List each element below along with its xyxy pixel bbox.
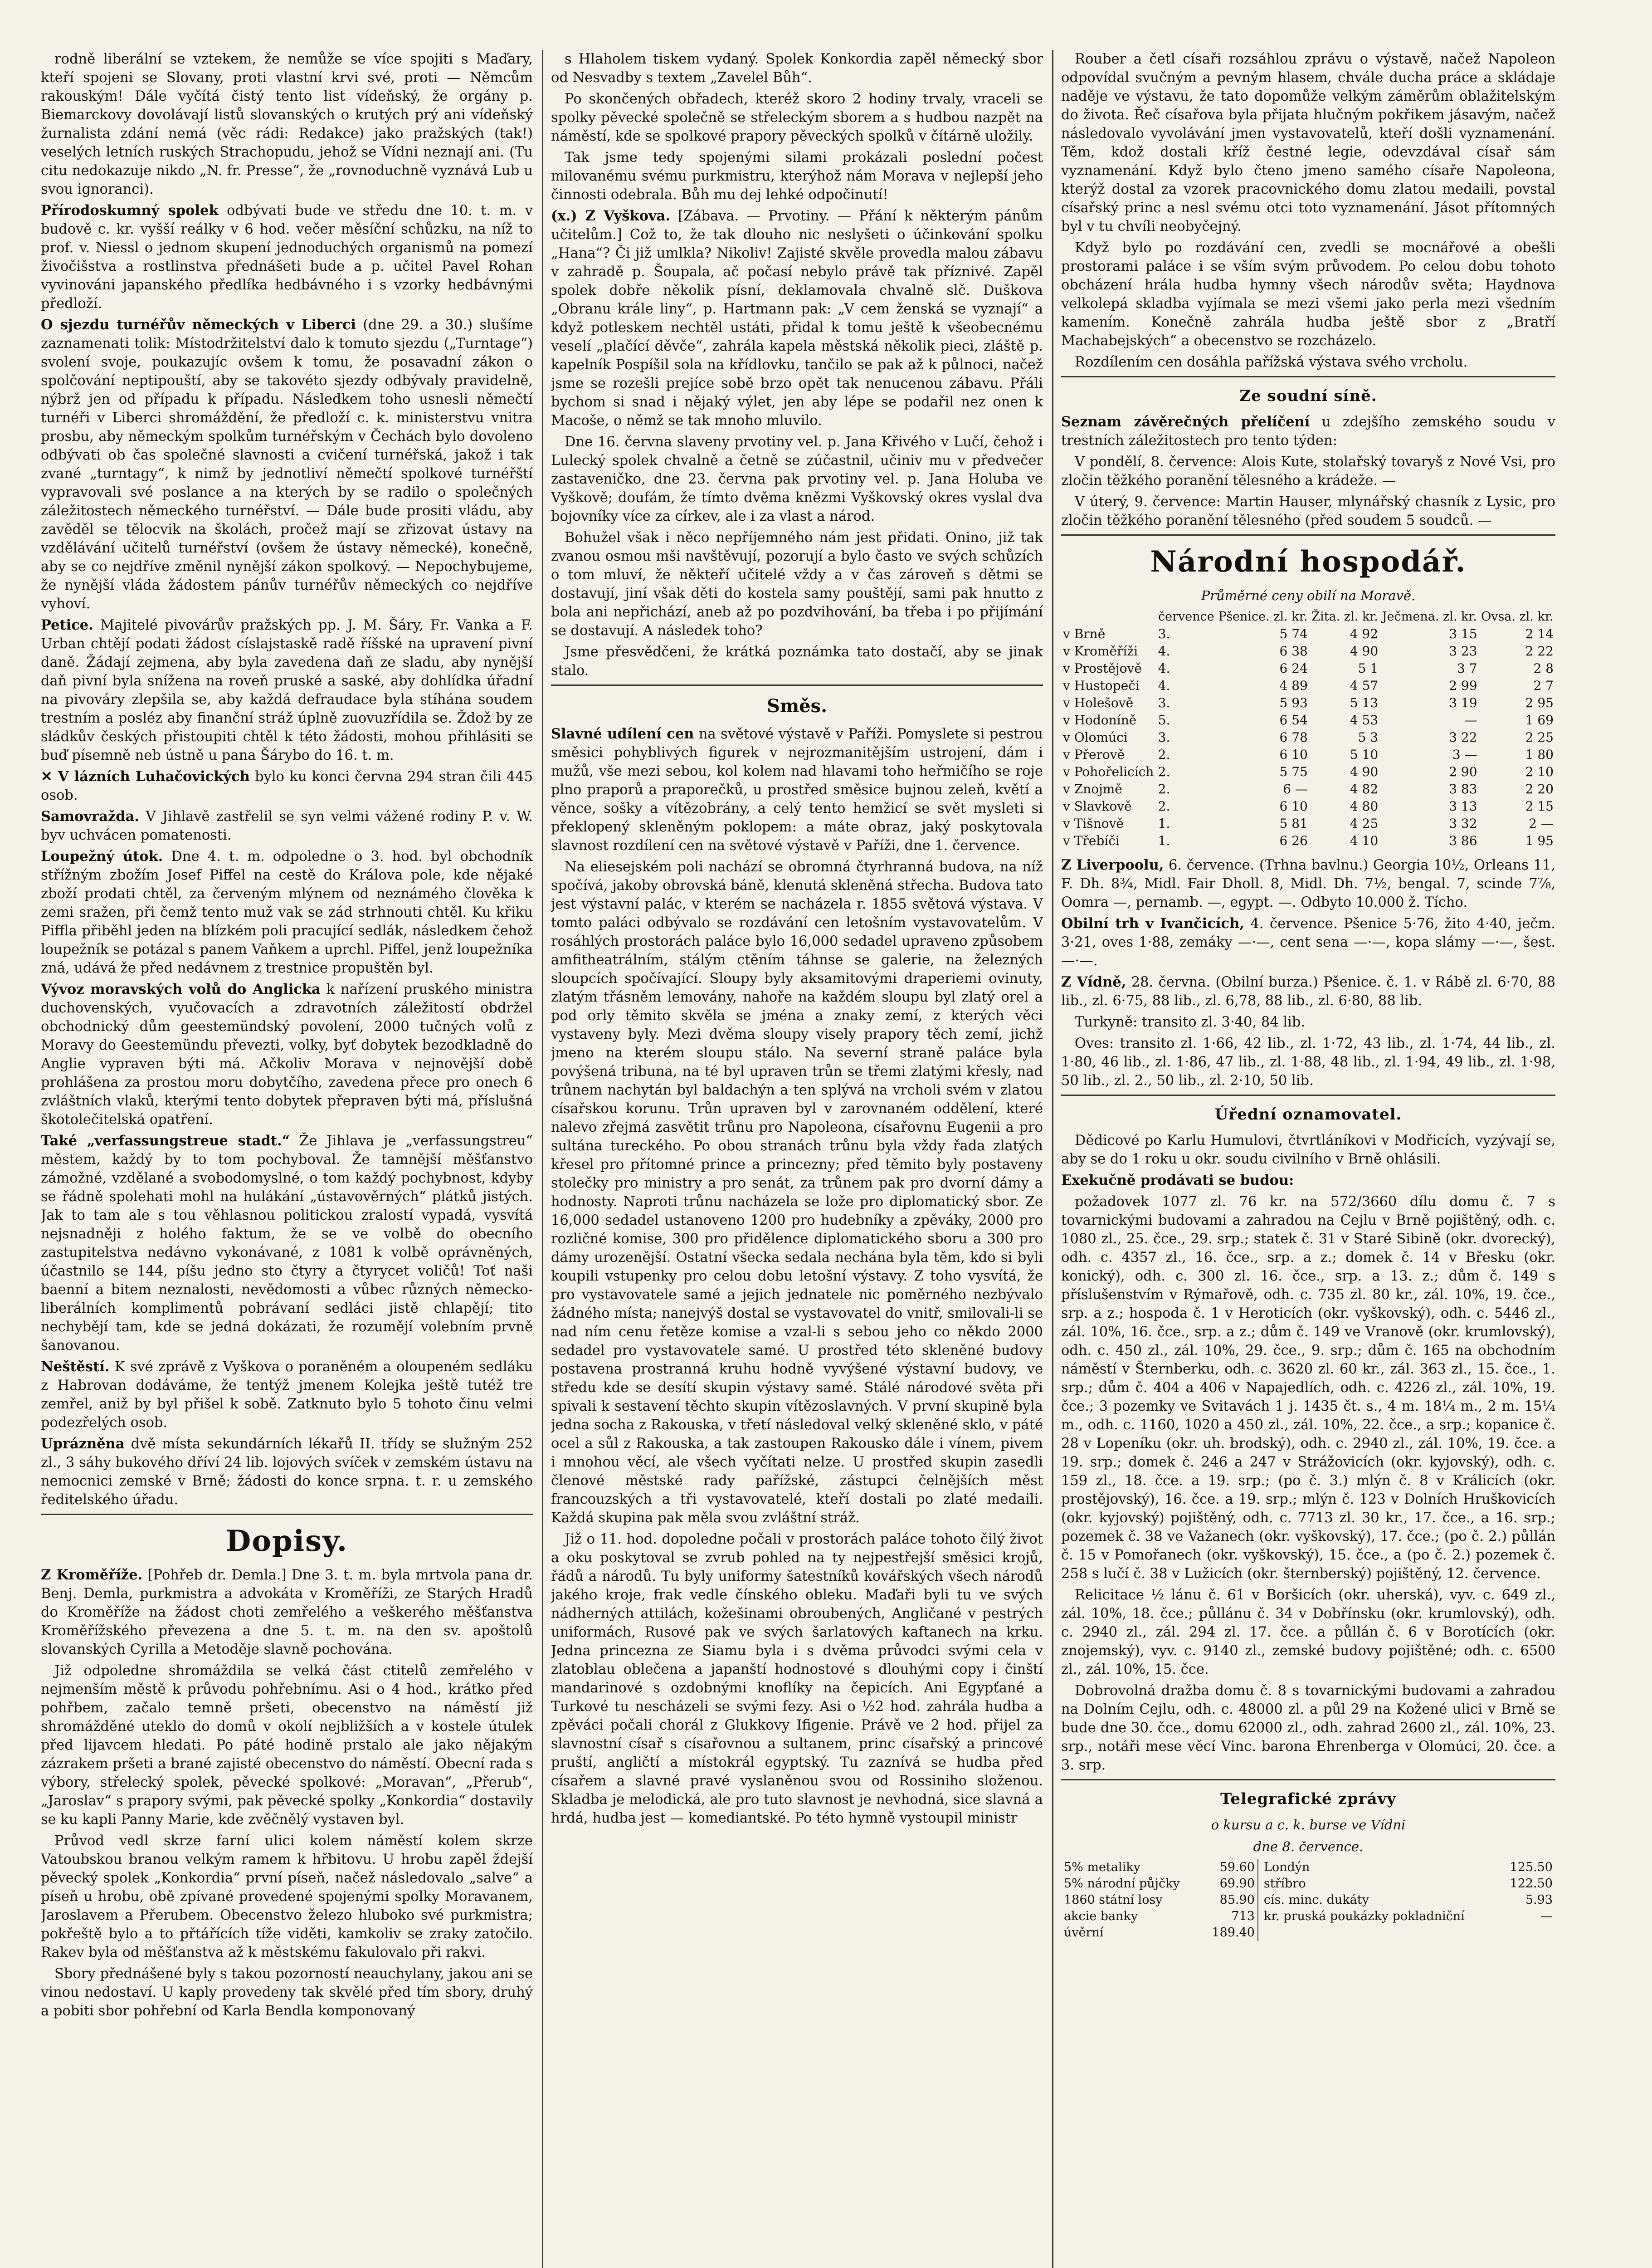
article-paragraph xyxy=(41,201,533,313)
section-divider xyxy=(41,1514,533,1515)
price-cell: 4. xyxy=(1158,644,1170,659)
article-paragraph xyxy=(551,90,1043,146)
price-cell: 3 15 xyxy=(1449,626,1477,641)
telegraph-cell: 5.93 xyxy=(1525,1893,1553,1907)
article-paragraph xyxy=(551,50,1043,87)
article-text: (dne 29. a 30.) slušíme zaznamenati tolik: Místodržitelství dalo k tomuto sjezdu („Turntage“) svolení svoje, poukazujíc ovšem k tomu, že posavadní zákon o spolčování neptipouští, aby se takovéto sjezdy odbývaly pravidelně, nýbrž jen od případu k případu. Následkem toho usnesli němečtí turnéři v Liberci shromáždění, že předloží c. k. ministerstvu vnitra prosbu, aby německým spolkům turnéřským v Čechách bylo dovoleno odbývati ob čas společné slavnosti a cvičení turnéřská, jakož i tak zvané „turntagy“, k nimž by jednotliví němečtí spolkové turnéřští vypravovali své poslance a na kterých by se radilo o společných záležitostech německého turnéřství. — Dále bude prositi vládu, aby zavěděl se tělocvik na školách, pročež mají se zřizovat ústavy na vzdělávání učitelů turnéřství (ovšem že ústavy německé), konečně, aby se co nejdříve změnil nynější zákon spolkový. — Nepochybujeme, že nynější vláda žádostem pánův turnéřův německých co nejdříve vyhoví. xyxy=(41,317,533,612)
article-text: Jsme přesvědčeni, že krátká poznámka tato dostačí, aby se jinak stalo. xyxy=(551,644,1043,679)
price-cell: 2 22 xyxy=(1525,644,1554,659)
telegraph-row xyxy=(1061,1908,1555,1925)
telegraph-body xyxy=(1061,1859,1555,1941)
article-text: Majitelé pivovárův pražských pp. J. M. Šáry, Fr. Vanka a F. Urban chtějí podati žádost císlajstaskě radě říšské na upravení pivní daně. Žádají zejmena, aby byla zavedena daň ze sladu, aby nynější daň pivní byla snížena na roveň pruské a saské, aby dohlídka úřadní na pivováry zlepšila se, aby každá defraudace byla stíhána soudem trestním a posléz aby finanční stráž úplně zuovuzřídila se. Ždož by ze sládkův českých přistoupiti chtěl k této žádosti, mohou přihlásiti se buď písemně neb ústně u pana Šárybo do 16. t. m. xyxy=(41,617,533,763)
price-cell: 4 57 xyxy=(1350,678,1379,693)
price-cell: 5 13 xyxy=(1350,695,1379,710)
price-cell: 2 10 xyxy=(1525,764,1554,779)
price-cell: 3 83 xyxy=(1449,782,1477,797)
telegraph-cell: 1860 státní losy xyxy=(1064,1893,1163,1907)
column-3 xyxy=(1061,50,1555,2268)
telegraph-title: Telegrafické zprávy xyxy=(1220,1790,1397,1808)
article-text: Rouber a četl císaři rozsáhlou zprávu o výstavě, načež Napoleon odpovídal svučným a pevným hlasem, chvále ducha práce a skládaje naděje ve výstavu, že tato dopomůže velkým záměrům oblažitelským do života. Řeč císařova byla přijata hlučným pokřikem jásavým, načež následovalo vyvolávání jmen vystavovatelů, kteří došli vyznamenání. Těm, kdož dostali kříž čestné legie, odevzdával císař sám vyznamenání. Když bylo čteno jmeno samého císaře Napoleona, kterýž dostal za vzorek pracovnického domu zlatou medaili, povstal císařský princ a nesl svému otci toto vyznamenání. Jásot přítomných byl v tu chvíli neobyčejný. xyxy=(1061,51,1555,235)
court-intro xyxy=(1061,413,1555,450)
price-cell: v Pohořelicích xyxy=(1063,764,1154,779)
article-text: Relicitace ½ lánu č. 61 v Boršicích (okr. uherská), vyv. c. 649 zl., zál. 10%, 18. čce.; půllánu č. 34 v Dobřínsku (okr. krumlovský), odh. c. 2940 zl., zál. 294 zl. 17. čce. a půllán č. 6 v Borotících (okr. znojemský), vyv. c. 9140 zl., zemské budovy pojištěné; odh. c. 6500 zl., zál. 10%, 15. čce. xyxy=(1061,1587,1555,1677)
column-1 xyxy=(41,50,533,2268)
price-cell: 4 10 xyxy=(1350,833,1379,848)
article-text: Na eliesejském poli nachází se obromná čtyrhranná budova, na níž spočívá, jakoby obrovská báně, klenutá skleněná střecha. Budova tato jest výstavní palác, v kterém se nacházela r. 1855 světová výstava. V tomto paláci odbývalo se rozdávání cen letošním vystavovatelům. V rosáhlých prostorách paláce bylo 16,000 sedadel upraveno způsobem amfitheatrálním, stálým ctěním táhnse se galerie, na železných sloupcích spočívající. Sloupy byly aksamitovými draperiemi ovinuty, zlatým třásněm lemovány, nahoře na každém sloupu byl zlatý orel a pod orly těmito skvěla se jména a znaky zemí, z kterých věci vystaveny byly. Mezi dvěma sloupy visely prapory těch zemí, jichž jmeno na kterém sloupu stálo. Na severní straně paláce byla povýšená tribuna, na té byl upraven trůn se třemi zlatými křesly, nad trůnem nachytán byl baldachýn a ten splývá na vrcholi svém v zlatou císařskou korunu. Trůn upraven byl v zarovnaném oddělení, které nalevo zřejmá zasvětit trůnu pro Napoleona, císařovnu Eugenii a pro sultána tureckého. Po obou stranách trůnu byla vždy řada zlatých křesel pro přítomné prince a princezny; před těmito byly postaveny stolečky pro ministry a pro senát, za trůnem pak pro dvorní dámy a hodnosty. Naproti trůnu nacházela se lože pro diplomatický sbor. Ze 16,000 sedadel ustanoveno 1200 pro hudebníky a zpěváky, 2000 pro rozličné komise, 300 pro přidělence diplomatického sboru a 300 pro dámy urozenější. Ostatní všecka sedala nechána byla těm, kdo si byli koupili vstupenky pro celou dobu letošní výstavy. Z toho vysvítá, že pro vystavovatele samé a jejich jednatele nic poměrného nezbývalo žádného místa; nanejvýš dostal se vystavovatel do vnitř, smilovali-li se nad ním cenu řetěze komise a vzal-li s sebou jeho co někdo 2000 sedadel pro vystavovatele samé. U prostřed této skleněné budovy postavena prostranná kruhu hodně vyvýšené výstavní budovy, ve středu kde se desítí skupin výstavy samé. Stálé národové světa při spivali k sestavení těchto skupin vítězoslavných. V první skupině byla jedna socha z Rakouska, v třetí následoval velký skleněné sklo, v páté ocel a sůl z Rakouska, a tak zastoupen Rakousko dále i vínem, pivem i mnohou věcí, ale všech vyčítati nelze. U prostřed skupin zasedli členové městské rady pařížské, zástupci čelnějších měst francouzských a tři vystavovatelé, kteří dostali po zlaté medaili. Každá skupina pak měla svou zvláštní stráž. xyxy=(551,859,1043,1526)
article-paragraph xyxy=(41,1662,533,1829)
article-paragraph xyxy=(41,807,533,845)
article-paragraph xyxy=(1061,973,1555,1010)
price-header-cell: Pšenice. zl. kr. xyxy=(1218,610,1308,624)
article-text: s Hlaholem tiskem vydaný. Spolek Konkordia zapěl německý sbor od Nesvadby s textem „Zavelel Bůh“. xyxy=(551,51,1043,86)
telegraph-cell: stříbro xyxy=(1263,1877,1306,1891)
price-cell: v Znojmě xyxy=(1063,782,1122,797)
price-row xyxy=(1061,763,1555,781)
price-row xyxy=(1061,694,1555,712)
price-cell: 6 10 xyxy=(1279,799,1308,814)
telegraph-cell: cís. minc. dukáty xyxy=(1263,1893,1369,1907)
article-paragraph xyxy=(551,148,1043,204)
price-header-cell: Žita. zl. kr. xyxy=(1311,610,1378,624)
telegraph-cell: 122.50 xyxy=(1510,1877,1553,1891)
court-title: Ze soudní síně. xyxy=(1239,387,1377,405)
telegraph-cell: akcie banky xyxy=(1064,1909,1138,1923)
price-cell: 4 25 xyxy=(1350,816,1379,831)
article-text: na světové výstavě v Paříži. Pomyslete si pestrou směsici pohyblivých figurek v nejrozmanitějším ustrojení, dám i mužů, vše mezi sebou, kol kolem nad hlavami toho heřmičího se roje plno praporů a praporečků, u prostřed směsice bujnou zeleň, květí a věnce, sošky a vítězobrány, a celý tento hemžicí se svět mysleti si překlopený skleněným poklopem: a máte obraz, jaký poskytovala slavnost rozdílení cen na světové výstavě v Paříži, dne 1. července. xyxy=(551,726,1043,854)
telegraph-date: dne 8. července. xyxy=(1253,1839,1364,1854)
price-row xyxy=(1061,729,1555,746)
section-divider xyxy=(1061,376,1555,377)
price-cell: 1 80 xyxy=(1525,747,1554,762)
price-cell: 2 90 xyxy=(1449,764,1477,779)
letters-continued xyxy=(551,50,1043,680)
price-cell: 2. xyxy=(1158,764,1170,779)
article-lead: Petice. xyxy=(41,617,93,633)
court-item: V úterý, 9. července: Martin Hauser, mlynářský chasník z Lysic, pro zločin těžkého poranění tělesného (před soudem 5 soudců. — xyxy=(1061,494,1555,528)
article-text: Již o 11. hod. dopoledne počali v prostorách paláce tohoto čilý život a oku poskytoval se zvrub pohled na ty nejpestřejší směsici krojů, řádů a národů. Tu byly uniformy šatestníků kovářských všech národů jakého kroje, frak vedle čínského obleku. Maďaři byli tu ve svých nádherných attilách, kožešinami obroubených, Angličané v pestrých uniformách, Rusové pak ve svých šarlatových kaftanech na krku. Jedna princezna ze Siamu byla i s dvěma průvodci svými cela v zlatoblau oblečena a japanští hodnostové s dlouhými copy i činští mandarinové s ozdobnými knoflíky na čepicích. Ani Egypťané a Turkové tu nescházeli se svými fezy. Asi o ½2 hod. zahrála hudba a zpěváci počali chorál z Glukkovy Ifigenie. Právě ve 2 hod. přijel za slavnostní císař s císařovnou a sultanem, princ císařský a princové pruští, angličtí a místokrál egyptský. Tu zaznívá se hudba před císařem a slavné pravé vyslaněnou svou od Rossiniho složenou. Skladba je melodická, ale pro tuto slavnost je nevhodná, sice slavná a hrdá, hudba jest — komediantské. Po této hymně vystoupil ministr xyxy=(551,1531,1043,1826)
price-header-row xyxy=(1061,608,1555,626)
price-cell: 1 69 xyxy=(1525,713,1554,728)
article-text: bylo ku konci června 294 stran čili 445 osob. xyxy=(41,769,533,803)
article-text: Rozdílením cen dosáhla pařížská výstava svého vrcholu. xyxy=(1075,354,1468,370)
article-text: K své zprávě z Vyškova o poraněném a oloupeném sedláku z Habrovan dodáváme, že tentýž jmenem Kolejka ještě tutéž tre zemřel, aniž by byl přišel k sobě. Zatknuto bylo 5 tohoto činu velmi podezřelých osob. xyxy=(41,1359,533,1431)
letters-title: Dopisy. xyxy=(225,1524,348,1558)
price-cell: 2 7 xyxy=(1533,678,1554,693)
price-cell: 3 13 xyxy=(1449,799,1477,814)
price-cell: v Kroměříži xyxy=(1063,644,1138,659)
article-text: Po skončených obřadech, kteréž skoro 2 hodiny trvaly, vraceli se spolky pěvecké společně se střeleckým sborem a s hudbou nazpět na náměstí, kde se spolkové prapory pěveckých spolků v čítárně uložily. xyxy=(551,91,1043,144)
price-row xyxy=(1061,798,1555,815)
price-row xyxy=(1061,815,1555,832)
market-section xyxy=(1061,856,1555,1090)
article-lead: Samovražda. xyxy=(41,808,139,825)
price-cell: 5 1 xyxy=(1358,661,1379,676)
article-paragraph xyxy=(41,1132,533,1355)
price-cell: 4 90 xyxy=(1350,644,1379,659)
article-text: Že Jihlava je „verfassungstreu“ městem, každý by to tom pochyboval. Že tamnější měšťanstvo zámožné, vzdělané a svobodomyslné, o tom každý pochybnost, kdyby se řádně spolehati mohl na hulákání „ústavověrných“ plátků jistých. Jak to tam ale s tou věhlasnou politickou zralostí vypadá, vysvítá nejsnadněji z holého faktum, že se ve volbě do obecního zastupitelstva nedávno vykonávané, z 1081 k volbě oprávněných, účastnilo se 144, píšu jedno sto čtyry a čtyrycet voličů! Toť naši baenní a bitem neznalosti, nevědomosti a vůbec různých německo-liberálních komplimentů pobrávaní sedláci jistě chlapějí; tito nechybějí tam, kde se jedná dokázati, že rozumějí volebním prvně šanovanou. xyxy=(41,1133,533,1354)
telegraph-row xyxy=(1061,1925,1555,1941)
article-lead: Z Kroměříže. xyxy=(41,1567,143,1583)
telegraph-cell: 69.90 xyxy=(1219,1877,1255,1891)
article-paragraph xyxy=(1061,239,1555,350)
price-cell: 3 19 xyxy=(1449,695,1477,710)
price-cell: 5 81 xyxy=(1279,816,1308,831)
article-text: odbývati bude ve středu dne 10. t. m. v budově c. kr. vyšší reálky v 6 hod. večer měsíční schůzku, na níž to prof. v. Niessl o jednom skupení jednoduchých organismů na pomezí živočišstva a rostlinstva přednášeti bude a p. učitel Pavel Rohan vyvinováni japanského předlíka hedbávného i s vzorky hedbávnými předloží. xyxy=(41,203,533,312)
article-lead: ✕ V lázních Luhačovických xyxy=(41,768,250,785)
article-text: k nařízení pruského ministra duchovenských, vyučovacích a zdravotních záležitostí obdržel obchodnický dům geestemündský povolení, 2000 tučných volů z Moravy do Geestemündu převezti, volky, byť dobytek bezodkladně do Anglie vypraven býti má. Ačkoliv Morava v nejnovější době prohlášena za prostou moru dobytčího, zavedena přece pro onech 6 zvláštních vlaků, kterými tento dobytek přepraven býti má, příslušná škotolečitelská opatření. xyxy=(41,982,533,1128)
price-cell: 4. xyxy=(1158,678,1170,693)
article-text: Tak jsme tedy spojenými silami prokázali poslední počest milovanému svému purkmistru, kterýhož nám Morava v nejlepší jeho činnosti odebrala. Bůh mu dej lehké odpočinutí! xyxy=(551,150,1043,203)
article-lead: (x.) Z Vyškova. xyxy=(551,208,671,224)
price-row xyxy=(1061,832,1555,850)
article-text: Dobrovolná dražba domu č. 8 s tovarnickými budovami a zahradou na Dolním Cejlu, odh. c. 48000 zl. a půl 29 na Kožené ulici v Brně se bude dne 30. čce., domu 62000 zl., odh. zahrad 2600 zl., zál. 10%, 23. srp., notáři mese věcí Vinc. barona Ehrenberga v Olomúci, 20. čce. a 3. srp. xyxy=(1061,1683,1555,1773)
telegraph-row xyxy=(1061,1859,1555,1876)
article-text: V Jihlavě zastřelil se syn velmi vážené rodiny P. v. W. byv uchvácen pomatenosti. xyxy=(41,809,533,843)
article-paragraph xyxy=(1061,1586,1555,1679)
article-lead: Obilní trh v Ivančicích, xyxy=(1061,915,1244,932)
mix-section xyxy=(551,725,1043,1828)
price-cell: 2 15 xyxy=(1525,799,1554,814)
telegraph-cell: Londýn xyxy=(1263,1860,1310,1874)
telegraph-cell: 85.90 xyxy=(1219,1893,1255,1907)
price-cell: 2 95 xyxy=(1525,695,1554,710)
article-paragraph xyxy=(551,528,1043,640)
price-cell: v Slavkově xyxy=(1063,799,1132,814)
telegraph-separator xyxy=(1258,1859,1261,1876)
price-cell: 3 32 xyxy=(1449,816,1477,831)
price-cell: 3. xyxy=(1158,626,1170,641)
price-cell: 5 93 xyxy=(1279,695,1308,710)
article-text: Bohužel však i něco nepříjemného nám jest přidati. Onino, již tak zvanou osmou mši navštěvují, pozorují a bylo často ve svých schůzích o tom mluví, že někteří učitelé vždy a v čas zároveň s dětmi se dostavují, jiní však děti do kostela samy pouštějí, sami pak hnutto z bola ani nepřichází, aneb až po pozdvihování, ba třeba i po přijímání se dostavují. A následek toho? xyxy=(551,530,1043,639)
article-text: Když bylo po rozdávání cen, zvedli se mocnářové a obešli prostorami paláce i se vším svým průvodem. Po celou dobu tohoto obcházení hrála hudba hymny všech národův světa; Haydnova velkolepá skladba vyjímala se mezi všemi jako perla mezi všedním kamením. Konečně zahrála hudba ještě sbor z „Bratří Machabejských“ a obecenstvo se rozcházelo. xyxy=(1061,240,1555,349)
price-header-cell xyxy=(1061,608,1156,626)
price-cell: v Tišnově xyxy=(1063,816,1124,831)
price-header-cell: Ovsa. zl. kr. xyxy=(1481,610,1554,624)
article-lead: Přírodoskumný spolek xyxy=(41,202,219,219)
article-paragraph xyxy=(1061,50,1555,236)
section-divider xyxy=(1061,1095,1555,1096)
price-cell: — xyxy=(1464,713,1477,728)
article-lead: Exekučně prodávati se budou: xyxy=(1061,1172,1294,1188)
price-row xyxy=(1061,660,1555,677)
price-cell: 4 53 xyxy=(1350,713,1379,728)
price-title: Průměrné ceny obilí na Moravě. xyxy=(1201,588,1416,603)
article-paragraph xyxy=(1061,1171,1555,1190)
article-paragraph xyxy=(1061,856,1555,912)
telegraph-cell: — xyxy=(1540,1909,1553,1923)
price-cell: v Přerově xyxy=(1063,747,1125,762)
article-lead: O sjezdu turnéřův německých v Liberci xyxy=(41,317,356,333)
price-cell: 3. xyxy=(1158,695,1170,710)
article-paragraph xyxy=(41,1566,533,1659)
column-rule xyxy=(1052,50,1053,2268)
price-cell: 6 78 xyxy=(1279,730,1308,745)
column-rule xyxy=(542,50,543,2268)
court-intro-text: u zdejšího zemského soudu v trestních záležitostech pro tento týden: xyxy=(1061,414,1555,449)
article-text: Turkyně: transito zl. 3·40, 84 lib. xyxy=(1075,1014,1306,1030)
price-cell: v Holešově xyxy=(1063,695,1134,710)
section-divider xyxy=(1061,1779,1555,1780)
article-paragraph xyxy=(41,767,533,805)
price-cell: 4. xyxy=(1158,661,1170,676)
telegraph-row xyxy=(1061,1876,1555,1892)
official-title: Úřední oznamovatel. xyxy=(1214,1105,1402,1124)
price-cell: 3 7 xyxy=(1457,661,1477,676)
price-row xyxy=(1061,781,1555,798)
telegraph-separator xyxy=(1258,1892,1261,1908)
article-paragraph xyxy=(1061,1013,1555,1031)
article-paragraph xyxy=(41,980,533,1129)
price-cell: 5 10 xyxy=(1350,747,1379,762)
article-lead: Uprázněna xyxy=(41,1436,125,1452)
telegraph-cell: 189.40 xyxy=(1212,1926,1255,1940)
telegraph-cell: 5% metaliky xyxy=(1064,1860,1140,1874)
price-cell: 4 92 xyxy=(1350,626,1379,641)
price-cell: 4 90 xyxy=(1350,764,1379,779)
price-row xyxy=(1061,626,1555,643)
article-text: rodně liberální se vztekem, že nemůže se více spojiti s Maďary, kteří spojeni se Slovany, proti vlastní krvi své, proti — Němcům rakouským! Dále vyčítá čistý tento list vídeňský, že orgány p. Biemarckovy dovolávají listů slovanských o krutých prý ani vídeňský žurnalista zdání nemá (věc rádi: Redakce) jako pražských (tak!) veselých letních ruských Strachopudu, jehož se Vídni neznají ani. (Tu citu nedokazuje nikdo „N. fr. Presse“, že „rovnoduchně vyznává Lub u svou ignoranci). xyxy=(41,51,533,197)
price-cell: 2 14 xyxy=(1525,626,1554,641)
article-lead: Slavné udílení cen xyxy=(551,726,694,742)
telegraph-cell xyxy=(1261,1925,1500,1941)
article-text: Dne 16. června slaveny prvotiny vel. p. Jana Křivého v Lučí, čehož i Lulecký spolek chvalně a četně se zúčastnil, učiniv mu v předvečer zastaveničko, dne 23. června pak prvotiny vel. p. Jana Holuba ve Vyškově; doufám, že tímto dvěma knězmi Vyškovský okres vyslal dva bojovníky více za církev, ale i za vlast a národ. xyxy=(551,434,1043,524)
price-cell: 5 74 xyxy=(1279,626,1308,641)
telegraph-separator xyxy=(1258,1908,1261,1925)
telegraph-separator xyxy=(1258,1925,1261,1941)
price-header-cell: července xyxy=(1158,610,1214,624)
price-body xyxy=(1061,626,1555,850)
article-text: Sbory přednášené byly s takou pozorností neauchylany, jakou ani se vinou nedostaví. U kaply provedeny tak skvělé před tím sbory, druhý a pobiti sbor pohřební od Karla Bendla komponovaný xyxy=(41,1966,533,2019)
price-cell: 1 95 xyxy=(1525,833,1554,848)
article-paragraph xyxy=(551,1530,1043,1828)
article-text: Již odpoledne shromáždila se velká část ctitelů zemřelého v nejmenším městě k průvodu pohřebnímu. Asi o 4 hod., krátko před pohřbem, začalo temně pršeti, obecenstvo na náměstí již shromážděné uteklo do domů v okolí nejbližších a v kostele útulek před lijavcem hledati. Po páté hodině prstalo ale jako nějakým zázrakem pršeti a brané zajisté obecenstvo do náměstí. Obecní rada s výbory, střelecký spolek, pěvecké spolkové: „Moravan“, „Přerub“, „Jaroslav“ s prapory svými, pak pěvecké spolky „Konkordia“ dostavily se ku kapli Panny Marie, kde zvěčnělý vystaven byl. xyxy=(41,1663,533,1828)
price-cell: 6 10 xyxy=(1279,747,1308,762)
price-cell: 3 86 xyxy=(1449,833,1477,848)
grain-price-table xyxy=(1061,608,1555,850)
telegraph-separator xyxy=(1258,1876,1261,1892)
telegraph-table xyxy=(1061,1859,1555,1941)
article-paragraph xyxy=(1061,1193,1555,1583)
price-cell: 3. xyxy=(1158,730,1170,745)
article-text: 4. července. Pšenice 5·76, žito 4·40, ječm. 3·21, oves 1·88, zemáky —·—, cent sena —·—, kopa slámy —·—, šest. —·—. xyxy=(1061,916,1555,969)
column-2 xyxy=(551,50,1043,2268)
price-cell: v Třebíči xyxy=(1063,833,1120,848)
price-cell: 1. xyxy=(1158,816,1170,831)
article-text: Oves: transito zl. 1·66, 42 lib., zl. 1·72, 43 lib., zl. 1·74, 44 lib., zl. 1·80, 46 lib., zl. 1·86, 47 lib., zl. 1·88, 48 lib., zl. 1·94, 49 lib., zl. 1·98, 50 lib., zl. 2., 50 lib., zl. 2·10, 50 lib. xyxy=(1061,1036,1555,1089)
price-cell: 2 99 xyxy=(1449,678,1477,693)
official-section xyxy=(1061,1131,1555,1774)
price-header-cell: Ječmena. zl. kr. xyxy=(1382,610,1477,624)
article-text: 6. července. (Trhna bavlnu.) Georgia 10½, Orleans 11, F. Dh. 8¾, Midl. Fair Dholl. 8, Midl. Dh. 7½, bengal. 7, scinde 7⅞, Oomra —, pernamb. —, egypt. —. Odbyto 10.000 ž. Tícho. xyxy=(1061,857,1555,910)
article-paragraph xyxy=(41,616,533,765)
price-cell: 5. xyxy=(1158,713,1170,728)
court-intro-lead: Seznam závěrečných přelíčení xyxy=(1061,414,1310,430)
article-paragraph xyxy=(1061,914,1555,970)
price-cell: 2 20 xyxy=(1525,782,1554,797)
telegraph-cell: 713 xyxy=(1231,1909,1255,1923)
article-paragraph xyxy=(551,725,1043,855)
article-lead: Loupežný útok. xyxy=(41,848,163,865)
article-lead: Z Liverpoolu, xyxy=(1061,857,1164,873)
article-lead: Vývoz moravských volů do Anglicka xyxy=(41,981,321,997)
article-paragraph xyxy=(41,847,533,978)
price-cell: 2. xyxy=(1158,799,1170,814)
telegraph-row xyxy=(1061,1892,1555,1908)
section-divider xyxy=(551,684,1043,686)
price-cell: 6 24 xyxy=(1279,661,1308,676)
article-paragraph xyxy=(1061,1131,1555,1168)
price-cell: 5 75 xyxy=(1279,764,1308,779)
price-cell: v Hodoníně xyxy=(1063,713,1137,728)
article-paragraph xyxy=(1061,1034,1555,1090)
court-item: V pondělí, 8. července: Alois Kute, stolařský tovaryš z Nové Vsi, pro zločin těžkého poranění tělesného a krádeže. — xyxy=(1061,454,1555,489)
article-paragraph xyxy=(41,1965,533,2020)
price-row xyxy=(1061,643,1555,660)
telegraph-subtitle: o kursu a c. k. burse ve Vídni xyxy=(1211,1817,1406,1833)
article-lead: Také „verfassungstreue stadt.“ xyxy=(41,1133,290,1149)
telegraph-cell: 125.50 xyxy=(1510,1860,1553,1874)
telegraph-cell: 59.60 xyxy=(1219,1860,1255,1874)
price-cell: 6 — xyxy=(1283,782,1308,797)
price-cell: 6 54 xyxy=(1279,713,1308,728)
article-paragraph xyxy=(551,643,1043,680)
telegraph-cell: kr. pruská poukázky pokladniční xyxy=(1263,1909,1465,1923)
price-cell: 4 89 xyxy=(1279,678,1308,693)
article-text: Dne 4. t. m. odpoledne o 3. hod. byl obchodník střížným zbožím Josef Piffel na cestě do Králova pole, kde nějaké zboží prodati chtěl, za červeným mlýnem od neznámého člověka k zemi sražen, při čemž tento muž vak se zád strhnouti chtěl. Ku křiku Piffla přiběhl jeden na blízkém poli pracující sedlák, následkem čehož loupežník se potázal s panem Vaňkem a uprchl. Piffel, jenž loupežníka zná, udává že před nedávnem z trestnice propuštěn byl. xyxy=(41,849,533,976)
section-divider xyxy=(1061,534,1555,536)
telegraph-cell: 5% národní půjčky xyxy=(1064,1877,1180,1891)
price-cell: 2 — xyxy=(1529,816,1554,831)
price-cell: v Prostějově xyxy=(1063,661,1142,676)
telegraph-cell: úvěrní xyxy=(1064,1926,1104,1940)
economy-title: Národní hospodář. xyxy=(1150,545,1467,579)
price-cell: v Brně xyxy=(1063,626,1106,641)
mix-title: Směs. xyxy=(766,695,828,717)
article-paragraph xyxy=(41,1358,533,1432)
article-paragraph xyxy=(1061,1681,1555,1774)
article-text: Průvod vedl skrze farní ulici kolem náměstí kolem skrze Vatoubskou branou velkým ramem k hřbitovu. U hrobu zapěl ždejší pěvecký spolek „Konkordia“ první píseň, načež následovalo „salve“ a píseň u hrobu, obě zpívané provedené spojenými spolky Moravanem, Jaroslavem a Přerubem. Obecenstvo železo hluboko své purkmistra; pokřeště bylo a to přtářících tíže viděti, kamkoliv se zraky zatočilo. Rakev byla od měšťanstva až k městskému fakulovalo při rakvi. xyxy=(41,1833,533,1960)
article-paragraph xyxy=(41,1832,533,1962)
price-cell: 1. xyxy=(1158,833,1170,848)
article-text: dvě místa sekundárních lékařů II. třídy se služným 252 zl., 3 sáhy bukového dříví 24 lib. lojových svíček v zemském ústavu na nemocnici zemské v Brně; žádosti do konce srpna. t. r. u zemského ředitelského úřadu. xyxy=(41,1436,533,1508)
price-cell: 2. xyxy=(1158,747,1170,762)
article-text: požadovek 1077 zl. 76 kr. na 572/3660 dílu domu č. 7 s tovarnickými budovami a zahradou na Cejlu v Brně pojištěný, odh. c. 1080 zl., 25. čce., 29. srp.; statek č. 31 v Staré Sibině (okr. dvorecký), odh. c. 4357 zl., 16. čce., srp. a z.; domek č. 14 v Břesku (okr. konický), odh. c. 300 zl. 16. čce., srp. a 13. z.; dům č. 149 s příslušenstvím v Rýmařově, odh. c. 735 zl. 80 kr., zál. 10%, 19. čce., srp. a z.; hospoda č. 1 v Heroticích (okr. vyškovský), odh. c. 5446 zl., zál. 10%, 16. čce., srp. a z.; dům č. 149 ve Vranově (okr. krumlovský), odh. c. 450 zl., zál. 10%, 29. čce., 9. srp.; dům č. 165 na obchodním náměstí v Šternberku, odh. c. 3620 zl. 60 kr., zál. 363 zl., 15. čce., 1. srp.; dům č. 404 a 406 v Napajedlích, odh. c. 4226 zl., zál. 10%, 19. čce.; 3 pozemky ve Svitavách 1 j. 1435 čt. s., 4 m. 18¼ m., 2 m. 15¼ m., odh. c. 1160, 1020 a 450 zl., zál. 10%, 22. čce., a srp.; kopanice č. 28 v Lopeníku (okr. uh. brodský), odh. c. 2940 zl., zál. 10%, 19. čce. a 19. srp.; domek č. 246 a 247 v Strážovicích (okr. kyjovský), odh. c. 159 zl., 18. čce. a 19. srp.; (po č. 3.) mlýn č. 8 v Králicích (okr. prostějovský), 16. čce. a 19. srp.; mlýn č. 123 v Dolních Hruškovicích (okr. kyjovský) pojištěný, odh. c. 7713 zl. 30 kr., 17. čce., a 16. srp.; pozemek č. 38 ve Važanech (okr. vyškovský), 17. čce.; (po č. 2.) půllán č. 15 v Pomořanech (okr. vyškovský), 15. čce., a (po č. 2.) pozemek č. 258 s lučí č. 38 v Lužicích (okr. šternberský) pojištěný, 12. července. xyxy=(1061,1194,1555,1582)
article-paragraph xyxy=(41,50,533,199)
article-paragraph xyxy=(551,207,1043,430)
price-cell: 2. xyxy=(1158,782,1170,797)
article-paragraph xyxy=(1061,353,1555,371)
price-cell: 6 26 xyxy=(1279,833,1308,848)
article-paragraph xyxy=(41,1435,533,1509)
price-row xyxy=(1061,712,1555,729)
article-lead: Neštěstí. xyxy=(41,1359,110,1375)
article-paragraph xyxy=(551,433,1043,526)
price-cell: 2 8 xyxy=(1533,661,1554,676)
article-text: [Zábava. — Prvotiny. — Přání k některým pánům učitelům.] Což to, že tak dlouho nic neslyšeti o účinkování spolku „Hana“? Či již umlkla? Nikoliv! Zajisté skvěle provedla malou zábavu v zahradě p. Šoupala, ač počasí nebylo právě tak příznivé. Zapěl spolek dobře několik písní, deklamovala chvalně slč. Duškova „Obranu krále liny“, p. Hartmann pak: „V cem ženská se vyznají“ a když potleskem nechtěl ustáti, přidal k tomu ještě k všeobecnému veselí „plačící děvče“, zahrála kapela městská několik pieci, zláště p. kapelník Pospíšil sola na křídlovku, tančilo se pak až k půlnoci, načež jsme se rozešli prejíce sobě brzo opět tak nenucenou zábavu. Přáli bychom si snad i nějaký výlet, jen aby lépe se podařil nez onen k Macoše, o němž se tak mnoho mluvilo. xyxy=(551,208,1043,429)
telegraph-cell xyxy=(1500,1925,1555,1941)
price-cell: 4 80 xyxy=(1350,799,1379,814)
price-cell: 3 — xyxy=(1452,747,1477,762)
price-cell: 3 23 xyxy=(1449,644,1477,659)
price-cell: 6 38 xyxy=(1279,644,1308,659)
letters-section xyxy=(41,1566,533,2020)
article-paragraph xyxy=(41,316,533,613)
price-row xyxy=(1061,677,1555,694)
article-text: Dědicové po Karlu Humulovi, čtvrtláníkovi v Modřicích, vyzývají se, aby se do 1 roku u okr. soudu civilního v Brně ohlásili. xyxy=(1061,1133,1555,1167)
news-section xyxy=(41,50,533,1509)
price-cell: v Olomúci xyxy=(1063,730,1128,745)
price-row xyxy=(1061,746,1555,763)
article-text: 28. června. (Obilní burza.) Pšenice. č. 1. v Rábě zl. 6·70, 88 lib., zl. 6·75, 88 lib., zl. 6,78, 88 lib., zl. 6·80, 88 lib. xyxy=(1061,974,1555,1009)
article-paragraph xyxy=(551,858,1043,1527)
price-cell: 3 22 xyxy=(1449,730,1477,745)
mix-continued xyxy=(1061,50,1555,371)
price-cell: v Hustopeči xyxy=(1063,678,1140,693)
price-cell: 5 3 xyxy=(1358,730,1379,745)
article-text: [Pohřeb dr. Demla.] Dne 3. t. m. byla mrtvola pana dr. Benj. Demla, purkmistra a advokáta v Kroměříži, ze Starých Hradů do Kroměříže na žádost choti zemřelého a veškerého měšťanstva Kroměřížského převezena a dne 5. t. m. na den sv. apoštolů slovanských Cyrilla a Metoděje slavně pochována. xyxy=(41,1567,533,1657)
article-lead: Z Vídně, xyxy=(1061,974,1126,990)
price-cell: 2 25 xyxy=(1525,730,1554,745)
price-cell: 4 82 xyxy=(1350,782,1379,797)
